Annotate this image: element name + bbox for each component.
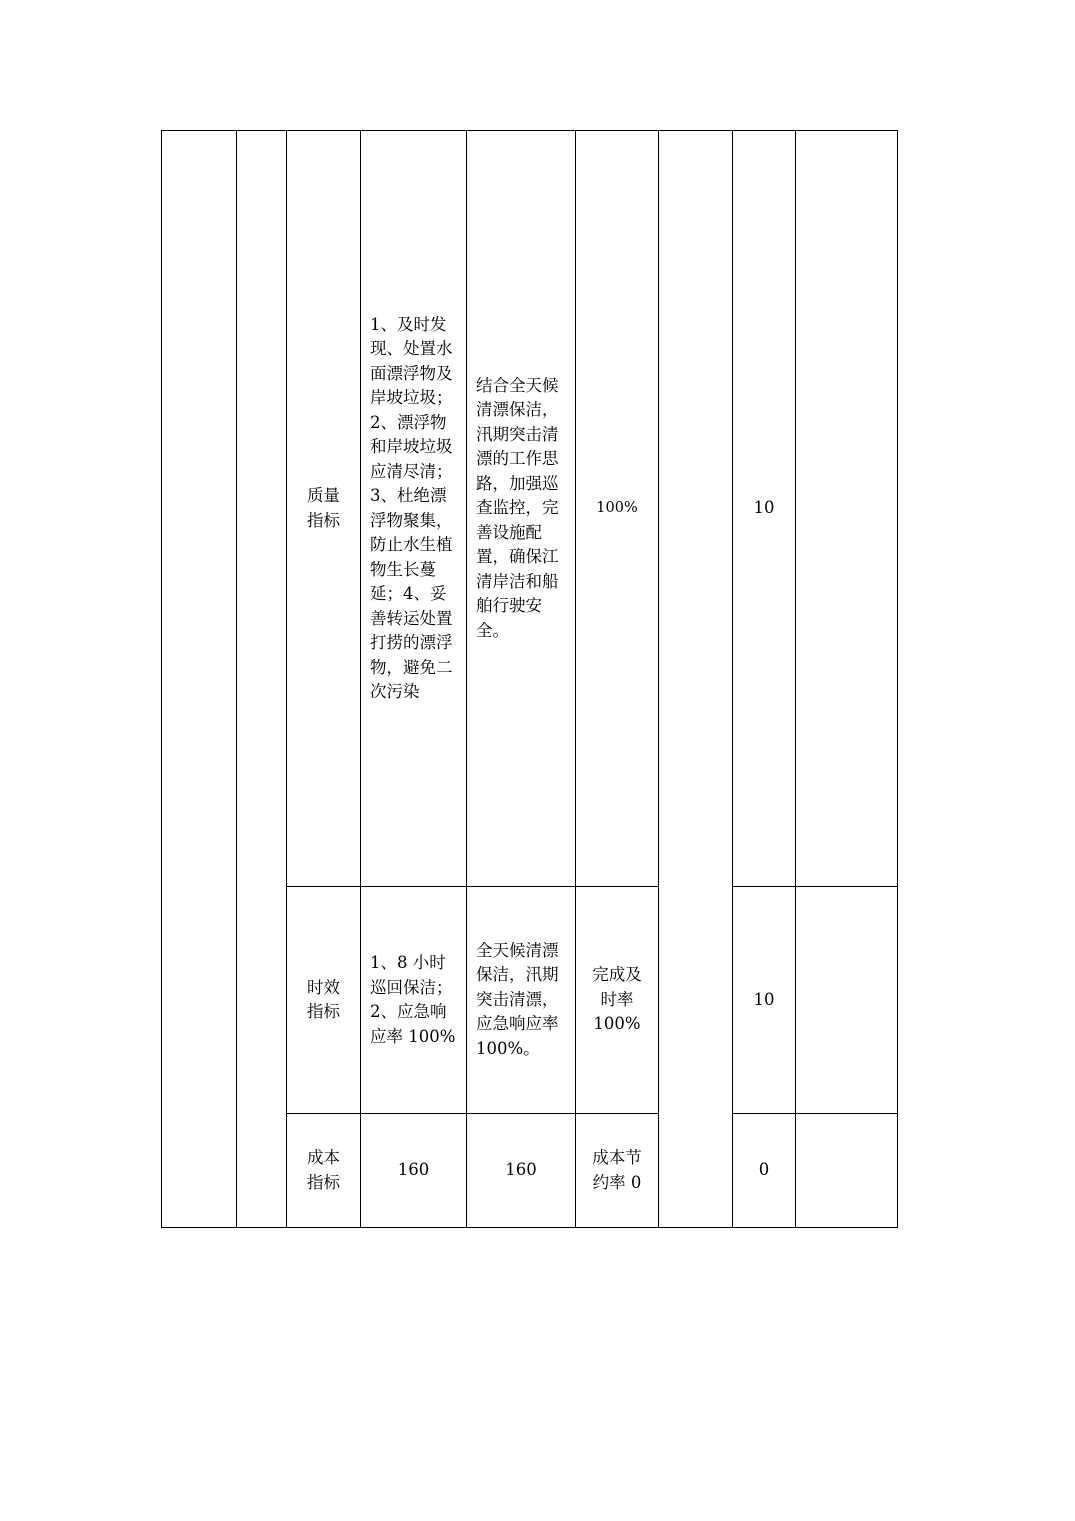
- remarks-cell: [796, 1114, 898, 1228]
- completion-value: 100%: [596, 500, 638, 517]
- score-value: 0: [758, 1160, 770, 1180]
- target-value: 160: [397, 1160, 430, 1180]
- remarks-cell: [796, 887, 898, 1114]
- weight-cell: [659, 131, 733, 1228]
- indicator-name-cell: [287, 887, 361, 1114]
- score-cell: [733, 131, 796, 887]
- completion-value: 完成及 时率 100%: [592, 965, 642, 1034]
- target-value-cell: [361, 887, 467, 1114]
- target-value: 1、8 小时巡回保洁； 2、应急响应率 100%: [370, 953, 456, 1046]
- actual-value: 160: [505, 1160, 537, 1180]
- remarks-cell: [796, 131, 898, 887]
- indicator-name: 时效 指标: [307, 977, 340, 1021]
- secondary-indicator-cell: [237, 131, 287, 1228]
- target-value-cell: [361, 1114, 467, 1228]
- score-cell: [733, 887, 796, 1114]
- completion-cell: [576, 131, 659, 887]
- target-value: 1、及时发现、处置水面漂浮物及岸坡垃圾；2、漂浮物和岸坡垃圾应清尽清；3、杜绝漂浮物聚集，防止水生植物生长蔓延；4、妥善转运处置打捞的漂浮物，避免二次污染: [370, 314, 453, 701]
- performance-indicator-table: [161, 130, 898, 1228]
- indicator-name-cell: [287, 1114, 361, 1228]
- completion-value: 成本节 约率 0: [592, 1148, 642, 1192]
- actual-value-cell: [467, 1114, 576, 1228]
- actual-value-cell: [467, 131, 576, 887]
- actual-value-cell: [467, 887, 576, 1114]
- score-value: 10: [753, 498, 775, 518]
- completion-cell: [576, 1114, 659, 1228]
- indicator-name-cell: [287, 131, 361, 887]
- completion-cell: [576, 887, 659, 1114]
- actual-value: 全天候清漂保洁，汛期突击清漂，应急响应率 100%。: [476, 940, 559, 1058]
- indicator-name: 成本 指标: [307, 1148, 340, 1192]
- primary-indicator-cell: [162, 131, 237, 1228]
- score-cell: [733, 1114, 796, 1228]
- table-row-quality: [162, 131, 898, 887]
- indicator-name: 质量 指标: [307, 486, 340, 530]
- target-value-cell: [361, 131, 467, 887]
- score-value: 10: [753, 989, 775, 1009]
- actual-value: 结合全天候清漂保洁，汛期突击清漂的工作思路，加强巡查监控，完善设施配置，确保江清岸洁和船舶行驶安全。: [476, 375, 559, 640]
